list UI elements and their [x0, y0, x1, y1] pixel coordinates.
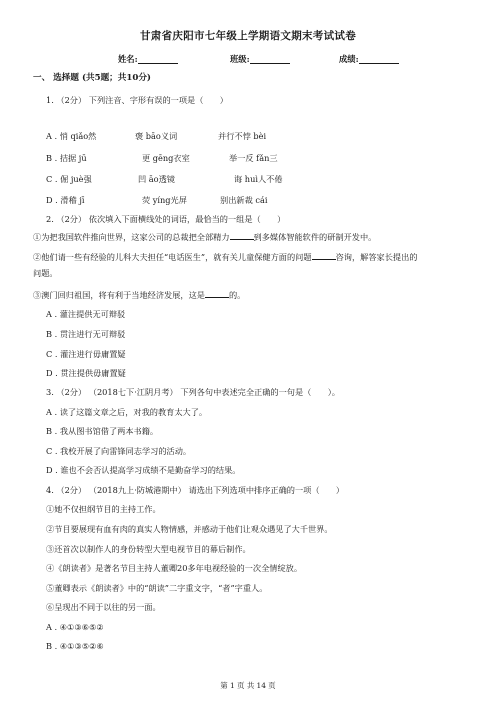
q4-item-6: ⑥呈现出不同于以往的另一面。 [46, 602, 161, 612]
exam-page: 甘肃省庆阳市七年级上学期语文期末考试试卷 姓名: 班级: 成绩: 一、 选择题 (共5题；共10分) 1. （2分） 下列注音、字形有误的一项是（ ） A . 悄 qiǎo然 褒 bāo义词 并行不悖 bèi B . 拮据 jū 更 gēng衣室 举一反 fǎn三 C . 倔 juè强 凹 āo透镜 诲 huì人不倦 D . 滑稽 jī 荧 yíng光屏 别出新裁 cái 2. （2分） 依次填入下面横线处的词语，最恰当的一组是（ ） ①为把我国软件推向世界，这家公司的总裁把全部精力 到多媒体智能软件的研制开发中。 ②他们请一些有经验的儿科大夫担任“电话医生”，就有关儿童保健方面的问题 咨询，解答家长提出的 问题。 ③澳门回归祖国，将有利于当地经济发展，这是 的。 A . 灌注提供无可辩驳 B . 贯注进行无可辩驳 C . 灌注进行毋庸置疑 D . 贯注提供毋庸置疑 3. （2分） （2018七下·江阴月考） 下列各句中表述完全正确的一句是（ ）。 A . 读了这篇文章之后，对我的教育太大了。 B . 我从图书馆借了两本书籍。 C . 我校开展了向雷锋同志学习的活动。 D . 谁也不会否认提高学习成绩不是勤奋学习的结果。 4. （2分） （2018九上·防城港期中） 请选出下列选项中排序正确的一项（ ） ①她不仅担纲节目的主持工作。 ②节目要展现有血有肉的真实人物情感，并感动于他们让观众遇见了大千世界。 ③还首次以制作人的身份转型大型电视节目的幕后制作。 ④《朗读者》是著名节目主持人董卿20多年电视经验的一次全情绽放。 ⑤董卿表示《朗读者》中的“朗读”二字重文字，“者”字重人。 ⑥呈现出不同于以往的另一面。 A . ④①③⑥⑤② B . ④①③⑤②⑥ 第 1 页 共 14 页 [0, 0, 496, 702]
question-1-stem: 1. （2分） 下列注音、字形有误的一项是（ ） [46, 95, 228, 105]
q4-item-4: ④《朗读者》是著名节目主持人董卿20多年电视经验的一次全情绽放。 [46, 563, 303, 573]
q2-sentence-3: ③澳门回归祖国，将有利于当地经济发展，这是 的。 [33, 290, 246, 300]
blank-1 [230, 231, 254, 240]
question-4-stem: 4. （2分） （2018九上·防城港期中） 请选出下列选项中排序正确的一项（ ） [46, 485, 345, 495]
name-blank[interactable] [138, 54, 178, 64]
q3-option-c: C . 我校开展了向雷锋同志学习的活动。 [46, 446, 192, 456]
q2-option-c: C . 灌注进行毋庸置疑 [46, 349, 126, 359]
q4-item-1: ①她不仅担纲节目的主持工作。 [46, 504, 161, 514]
blank-3 [205, 289, 229, 298]
q3-option-d: D . 谁也不会否认提高学习成绩不是勤奋学习的结果。 [46, 465, 241, 475]
page-title: 甘肃省庆阳市七年级上学期语文期末考试试卷 [140, 30, 356, 42]
name-label: 姓名: [118, 54, 138, 64]
class-blank[interactable] [250, 54, 290, 64]
q2-sentence-2: ②他们请一些有经验的儿科大夫担任“电话医生”，就有关儿童保健方面的问题 咨询，解答家长提出的 [33, 252, 418, 262]
score-blank[interactable] [359, 54, 399, 64]
section-heading: 一、 选择题 (共5题；共10分) [33, 73, 151, 83]
q2-sentence-1: ①为把我国软件推向世界，这家公司的总裁把全部精力 到多媒体智能软件的研制开发中。 [33, 232, 377, 242]
class-label: 班级: [230, 54, 250, 64]
q2-option-a: A . 灌注提供无可辩驳 [46, 309, 126, 319]
score-label: 成绩: [339, 54, 359, 64]
blank-2 [312, 251, 336, 260]
q4-option-b: B . ④①③⑤②⑥ [46, 641, 104, 651]
score-field [339, 54, 399, 64]
q4-item-2: ②节目要展现有血有肉的真实人物情感，并感动于他们让观众遇见了大千世界。 [46, 524, 333, 534]
question-3-stem: 3. （2分） （2018七下·江阴月考） 下列各句中表述完全正确的一句是（ ）。 [46, 387, 340, 397]
q3-option-a: A . 读了这篇文章之后，对我的教育太大了。 [46, 407, 208, 417]
name-field [118, 54, 178, 64]
question-2-stem: 2. （2分） 依次填入下面横线处的词语，最恰当的一组是（ ） [46, 214, 286, 224]
q3-option-b: B . 我从图书馆借了两本书籍。 [46, 426, 159, 436]
q2-option-b: B . 贯注进行无可辩驳 [46, 329, 126, 339]
q2-sentence-2-cont: 问题。 [33, 268, 58, 278]
page-footer: 第 1 页 共 14 页 [220, 681, 276, 690]
q4-item-5: ⑤董卿表示《朗读者》中的“朗读”二字重文字，“者”字重人。 [46, 583, 268, 593]
class-field [230, 54, 290, 64]
q4-item-3: ③还首次以制作人的身份转型大型电视节目的幕后制作。 [46, 544, 251, 554]
q4-option-a: A . ④①③⑥⑤② [46, 622, 104, 632]
q2-option-d: D . 贯注提供毋庸置疑 [46, 368, 126, 378]
